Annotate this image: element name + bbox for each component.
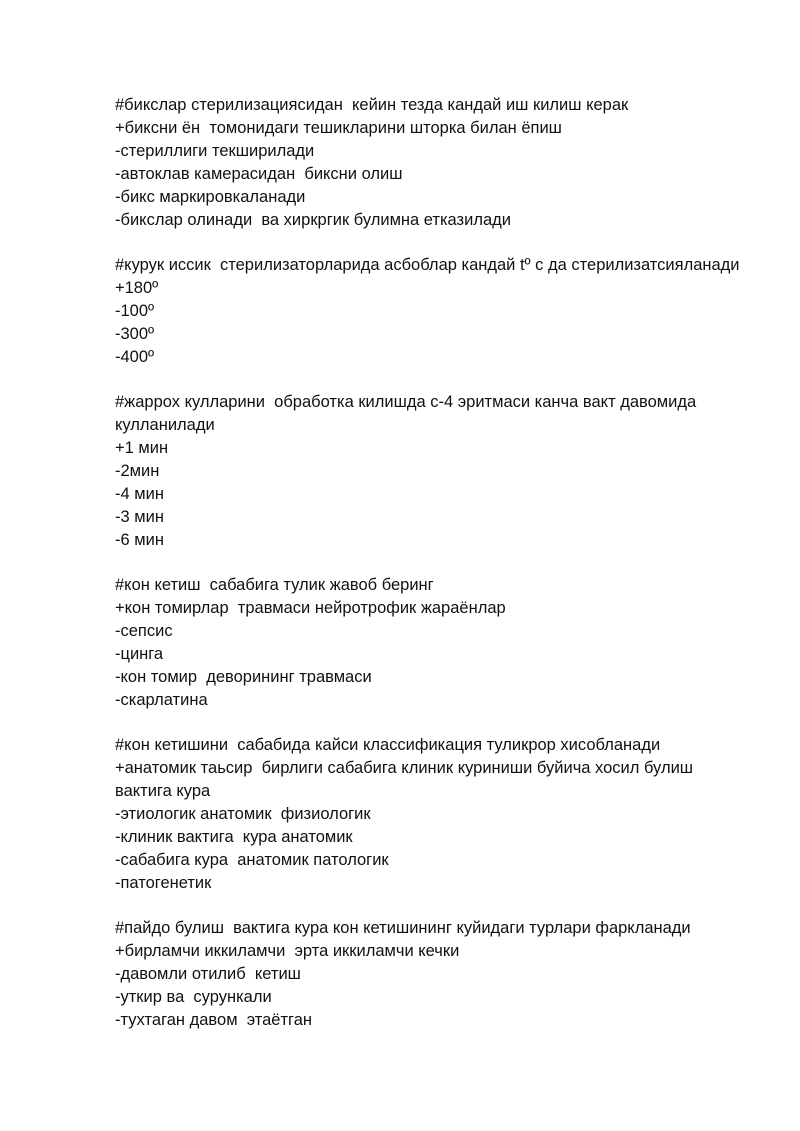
document-page xyxy=(115,94,745,1054)
answer-option: -300º xyxy=(115,325,155,343)
question-text: #кон кетишини сабабида кайси классификация туликрор хисобланади xyxy=(115,736,661,754)
answer-option: -скарлатина xyxy=(115,691,208,709)
answer-option: -этиологик анатомик физиологик xyxy=(115,805,371,823)
answer-option: -стериллиги текширилади xyxy=(115,142,315,160)
question-text: #бикслар стерилизациясидан кейин тезда кандай иш килиш керак xyxy=(115,96,629,114)
answer-option: -2мин xyxy=(115,462,160,480)
question-block xyxy=(115,734,745,895)
answer-option: -патогенетик xyxy=(115,874,212,892)
answer-option: -6 мин xyxy=(115,531,164,549)
answer-option: -бикс маркировкаланади xyxy=(115,188,306,206)
answer-option: +180º xyxy=(115,279,159,297)
answer-option: -400º xyxy=(115,348,155,366)
answer-option: -4 мин xyxy=(115,485,164,503)
question-block xyxy=(115,917,745,1032)
answer-option: -давомли отилиб кетиш xyxy=(115,965,301,983)
answer-option: +1 мин xyxy=(115,439,169,457)
answer-option: +анатомик таьсир бирлиги сабабига клиник куриниши буйича хосил булиш вактига кура xyxy=(115,759,698,800)
answer-option: -цинга xyxy=(115,645,164,663)
answer-option: -бикслар олинади ва хиркргик булимна етказилади xyxy=(115,211,511,229)
answer-option: -автоклав камерасидан биксни олиш xyxy=(115,165,403,183)
question-block xyxy=(115,574,745,712)
question-text: #пайдо булиш вактига кура кон кетишининг куйидаги турлари фаркланади xyxy=(115,919,691,937)
question-block xyxy=(115,254,745,369)
question-block xyxy=(115,391,745,552)
answer-option: +биксни ён томонидаги тешикларини шторка билан ёпиш xyxy=(115,119,562,137)
answer-option: +бирламчи иккиламчи эрта иккиламчи кечки xyxy=(115,942,460,960)
answer-option: -сабабига кура анатомик патологик xyxy=(115,851,389,869)
answer-option: -100º xyxy=(115,302,155,320)
question-block xyxy=(115,94,745,232)
answer-option: -3 мин xyxy=(115,508,164,526)
answer-option: -кон томир деворининг травмаси xyxy=(115,668,372,686)
question-text: #кон кетиш сабабига тулик жавоб беринг xyxy=(115,576,434,594)
answer-option: -уткир ва сурункали xyxy=(115,988,272,1006)
answer-option: +кон томирлар травмаси нейротрофик жараёнлар xyxy=(115,599,506,617)
question-text: #курук иссик стерилизаторларида асбоблар кандай tº с да стерилизатсияланади xyxy=(115,256,740,274)
answer-option: -клиник вактига кура анатомик xyxy=(115,828,353,846)
question-text: #жаррох кулларини обработка килишда с-4 эритмаси канча вакт давомида кулланилади xyxy=(115,393,701,434)
answer-option: -тухтаган давом этаётган xyxy=(115,1011,312,1029)
answer-option: -сепсис xyxy=(115,622,173,640)
